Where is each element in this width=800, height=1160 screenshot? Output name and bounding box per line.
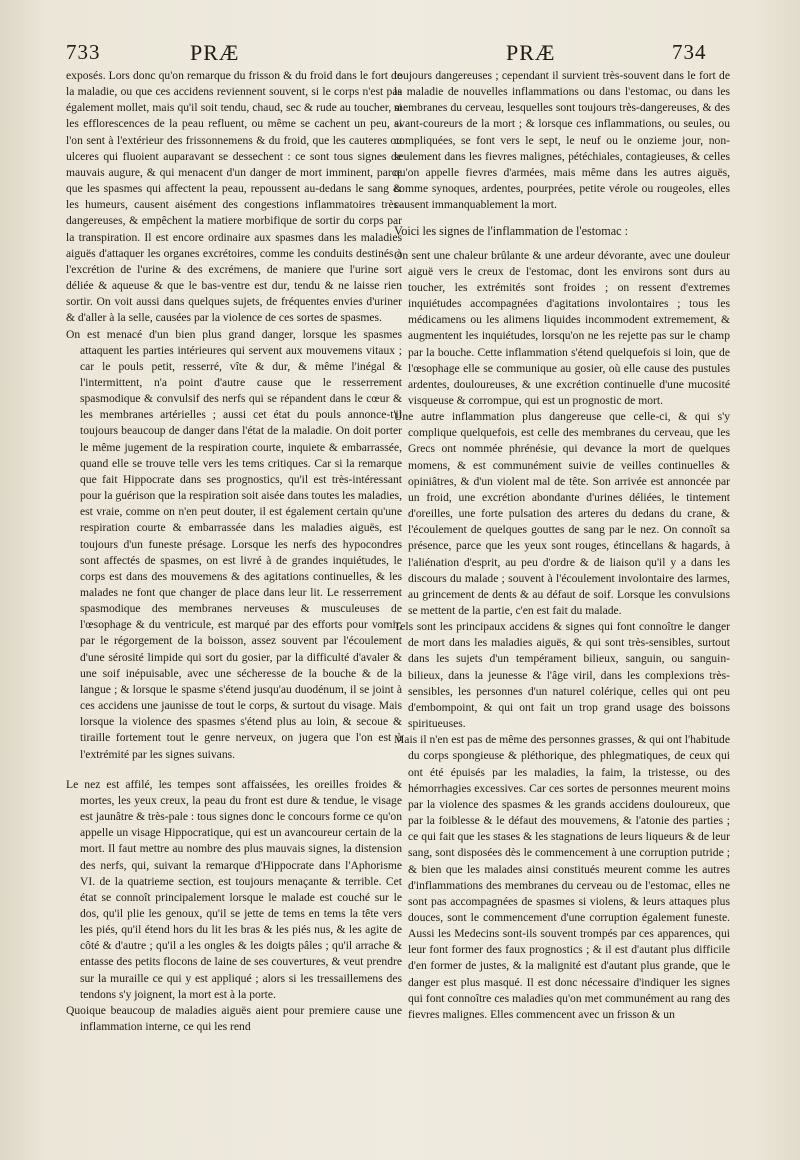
left-page-number: 733 — [66, 40, 101, 64]
paragraph: Une autre inflammation plus dangereuse que celle-ci, & qui s'y complique quelquefois, est celle des membranes du cerveau, que les Grecs ont nommée phrénésie, qui devance la mort de quelques momens, & est communément suivie de veilles continuelles & opiniâtres, & d'un violent mal de tête. Son arrivée est annoncée par un froid, une excrétion abondante d'urines déliées, le tintement d'oreilles, une forte pulsation des arteres du dedans du crane, & l'écoulement de quelques gouttes de sang par le nez. On connoît sa présence, parce que les yeux sont rouges, étincellans & hagards, à l'aliénation d'esprit, au peu d'ordre & de liaison qu'il y a dans les discours du malade ; souvent à l'écoulement involontaire des larmes, au grincement de dents & au défaut de soif. Lorsque les convulsions se mettent de la partie, c'en est fait du malade. — [394, 410, 730, 617]
section-heading: Voici les signes de l'inflammation de l'estomac : — [394, 224, 628, 239]
paragraph: Tels sont les principaux accidens & signes qui font connoître le danger de mort dans les maladies aiguës, & qui sont très-sensibles, surtout dans les sujets d'un tempérament bilieux, sanguin, ou sanguin-bilieux, dans la jeunesse & l'âge viril, dans les complexions très-sensibles, les personnes d'un naturel colérique, celles qui ont peu d'embompoint, & qui ont fait un trop grand usage des boissons spiritueuses. — [394, 620, 730, 731]
paragraph: toujours dangereuses ; cependant il survient très-souvent dans le fort de la maladie de nouvelles inflammations ou dans l'estomac, ou dans les membranes du cerveau, lesquelles sont toujours très-dangereuses, & des avant-coureurs de la mort ; & lorsque ces inflammations, ou seules, ou compliquées, se font vers le sept, le neuf ou le onzieme jour, non-seulement dans les fievres malignes, pétéchiales, contagieuses, & celles qu'on appelle fievres d'armées, mais même dans les autres aiguës, comme synoques, ardentes, pourprées, petite vérole ou rougeoles, elles causent immanquablement la mort. — [394, 69, 730, 212]
left-running-head: PRÆ — [190, 40, 240, 65]
paragraph: exposés. Lors donc qu'on remarque du frisson & du froid dans le fort de la maladie, ou que ces accidens reviennent souvent, si le corps n'est pas également mollet, mais qu'il soit tendu, chaud, sec & rude au toucher, si les efflorescences de la peau refluent, ou même se cachent un peu, si l'on sent à l'extérieur des frissonnemens & du froid, que les cauteres ou ulceres qui fluoient auparavant se dessechent : ce sont tous signes de mauvais augure, & qui menacent d'un danger de mort imminent, parce que les spasmes qui affectent la peau, repoussent au-dedans le sang & les humeurs, causent aisément des congestions inflammatoires très-dangereuses, & empêchent la matiere morbifique de sortir du corps par la transpiration. Il est encore ordinaire aux spasmes dans les maladies aiguës d'attaquer les organes excrétoires, comme les conduits destinés à l'excrétion de l'urine & des excrémens, de maniere que l'urine sort déliée & aqueuse & que le bas-ventre est dur, tendu & ne laisse rien sortir. On voit aussi dans quelques sujets, de fréquentes envies d'uriner & d'aller à la selle, causées par la violence de ces sortes de spasmes. — [66, 69, 402, 325]
left-text-column — [66, 68, 402, 1035]
right-running-head: PRÆ — [506, 40, 556, 65]
paragraph: On est menacé d'un bien plus grand danger, lorsque les spasmes attaquent les parties intérieures qui servent aux mouvemens vitaux ; car le pouls petit, resserré, vîte & dur, & même l'inégal & l'intermittent, n'a point d'autre cause que le resserrement spasmodique & convulsif des nerfs qui se répandent dans le cœur & les membranes artérielles ; aussi cet état du pouls annonce-t'il toujours beaucoup de danger dans l'état de la maladie. On doit porter le même jugement de la respiration courte, inquiete & embarrassée, quand elle se trouve telle vers les tems critiques. Car si la remarque que fait Hippocrate dans ses prognostics, qu'il est très-intéressant pour la guérison que la respiration soit aisée dans toutes les maladies, est vraie, comme on n'en peut douter, il est également certain qu'une respiration courte & embarrassée dans les maladies aiguës, est toujours d'un funeste présage. Lorsque les nerfs des hypocondres sont affectés de spasmes, on est livré à de grandes inquiétudes, le corps est dans des mouvemens & des agitations continuelles, & les malades ne font que changer de place dans leur lit. Le resserrement spasmodique des membranes nerveuses & musculeuses de l'œsophage & du ventricule, est marqué par des efforts pour vomir, par le régorgement de la boisson, assez souvent par l'écoulement d'une sérosité limpide qui sort du gosier, par la difficulté d'avaler & une soif inépuisable, avec une sécheresse de la bouche & de la langue ; & lorsque le spasme s'étend jusqu'au duodénum, il se joint à ces accidens une jaunisse de tout le corps, & surtout du visage. Mais lorsque la violence des spasmes s'étend plus au loin, & secoue & tiraille fortement tout le genre nerveux, on jugera que l'on est à l'extrémité par les signes suivans. — [66, 327, 402, 761]
right-page-number: 734 — [672, 40, 707, 64]
right-text-column — [394, 68, 730, 1023]
paragraph: Quoique beaucoup de maladies aiguës aient pour premiere cause une inflammation interne, ce qui les rend — [66, 1003, 402, 1034]
paragraph: On sent une chaleur brûlante & une ardeur dévorante, avec une douleur aiguë vers le creux de l'estomac, dont les environs sont durs au toucher, les extrémités sont froides ; on ressent d'extremes inquiétudes accompagnées d'agitations involontaires ; tous les médicamens ou les alimens liquides incommodent extremement, & augmentent les inquiétudes, lorsqu'on ne les rejette pas sur le champ par la bouche. Cette inflammation s'étend quelquefois si loin, que de l'œsophage elle se communique au gosier, où elle cause des pustules ardentes, douloureuses, & une excrétion continuelle d'une mucosité visqueuse & corrompue, qui est un prognostic de mort. — [394, 248, 730, 407]
paragraph: Le nez est affilé, les tempes sont affaissées, les oreilles froides & mortes, les yeux creux, la peau du front est dure & tendue, le visage est jaunâtre & très-pale : tous signes donc le concours forme ce qu'on appelle un visage Hippocratique, qui est un avancoureur certain de la mort. Il faut mettre au nombre des plus mauvais signes, la distension des nerfs, qui, suivant la remarque d'Hippocrate dans l'Aphorisme VI. de la quatrieme section, est toujours menaçante & terrible. Cet état se connoît principalement lorsque le malade est couché sur le dos, qu'il plie les genoux, qu'il se jette de tems en tems la tête vers les piés, qu'il étend hors du lit les bras & les piés nus, & les agite de côté & d'autre ; qu'il a les ongles & les doigts pâles ; qu'il arrache & entasse des petits flocons de laine de ses couvertures, & veut prendre sur la muraille ce qui y est appliqué ; alors si les tressaillemens des tendons s'y joignent, la mort est à la porte. — [66, 777, 402, 1001]
paragraph: Mais il n'en est pas de même des personnes grasses, & qui ont l'habitude du corps spongieuse & pléthorique, des phlegmatiques, de ceux qui ont été épuisés par les maladies, la faim, la tristesse, ou des hémorrhagies excessives. Car ces sortes de personnes meurent moins par la violence des spasmes & les grands accidens douloureux, que par la foiblesse & le défaut des mouvemens, & l'atonie des parties ; ce qui fait que les stases & les stagnations de leurs liqueurs & de leur sang, sont disposées dès le commencement à une corruption putride ; & bien que les malades ainsi constitués meurent comme les autres d'inflammations des membranes du cerveau ou de l'estomac, elles ne sont pas accompagnées de spasmes si violens, & leurs attaques plus douces, sont le commencement d'une corruption également funeste. Aussi les Medecins sont-ils souvent trompés par ces apparences, qui leur font former des faux prognostics ; & il est d'autant plus difficile d'en former de justes, & la malignité est d'autant plus grande, que le danger est plus masqué. Il est donc nécessaire d'indiquer les signes qui font connoître ces maladies qu'on met communément au rang des fievres malignes. Elles commencent avec un frisson & un — [394, 733, 730, 1021]
